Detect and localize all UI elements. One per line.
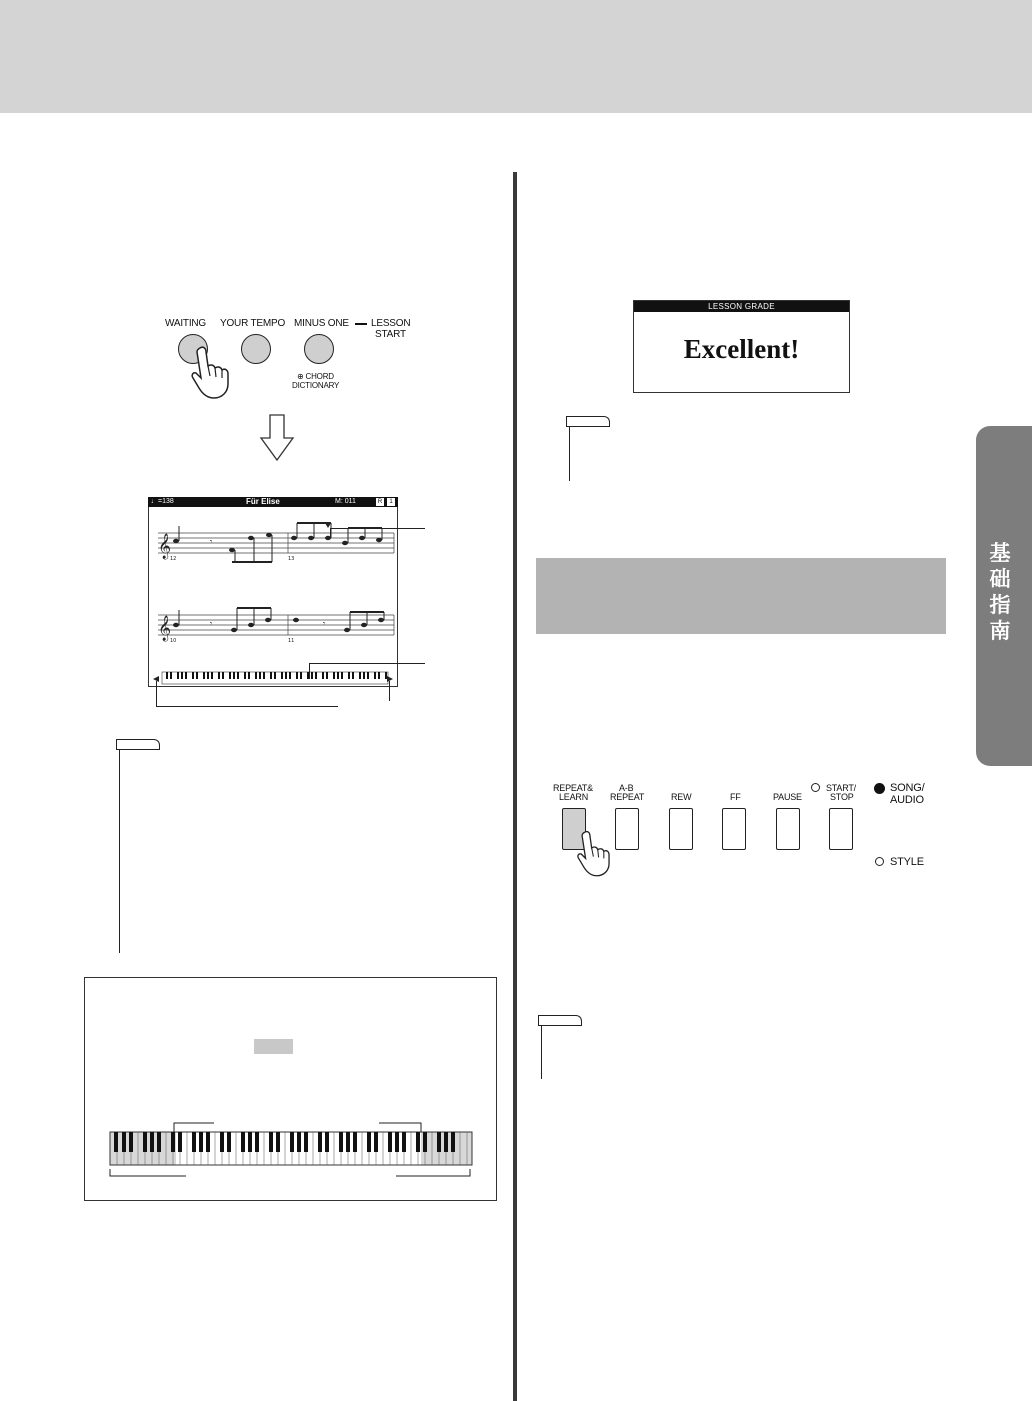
svg-text:11: 11 [288,638,295,644]
note-tab-right-2-base [538,1025,582,1026]
score-title: Für Elise [246,497,280,506]
svg-text:𝄾: 𝄾 [210,619,213,628]
callout-line-3-left [156,681,157,706]
score-notation [148,508,398,686]
dictionary-label: DICTIONARY [292,381,340,390]
rew-button[interactable] [669,808,693,850]
minus-one-button[interactable] [304,334,334,364]
repeat-learn-label-1: REPEAT& [553,783,593,793]
hand-pointer-icon-2 [576,826,616,882]
score-measure: M: 011 [335,498,356,505]
lesson-grade-text: Excellent! [683,334,800,364]
down-arrow-icon [259,414,295,462]
callout-line-4 [389,681,390,701]
ab-repeat-button[interactable] [615,808,639,850]
svg-text:10: 10 [170,638,177,644]
note-line-right-2 [541,1025,542,1079]
style-label: STYLE [890,856,924,868]
ab-repeat-label-2: REPEAT [610,792,645,802]
lesson-label: LESSON [371,318,411,329]
note-tab-left-base [116,749,160,750]
score-tempo: ♩=138 [151,498,174,505]
song-audio-led [874,783,885,794]
svg-text:𝄾: 𝄾 [210,537,213,546]
callout-line-1 [330,528,425,529]
note-line-right-1 [569,426,570,481]
lesson-start-label: START [375,329,406,340]
song-audio-label-1: SONG/ [890,782,925,794]
ff-label: FF [730,792,741,802]
style-led [875,857,884,866]
callout-line-1-drop [330,528,331,538]
ff-button[interactable] [722,808,746,850]
section-heading-band [536,558,946,634]
start-stop-button[interactable] [829,808,853,850]
note-line-left [119,749,120,953]
minus-one-label: MINUS ONE [294,318,349,329]
full-keyboard [108,1119,474,1179]
rew-label: REW [671,792,692,802]
callout-line-2-drop [309,663,310,679]
svg-text:𝄞: 𝄞 [158,534,172,559]
start-stop-label-1: START/ [826,783,856,793]
highlight-chip [254,1039,293,1054]
svg-text:13: 13 [288,556,295,562]
callout-line-2 [309,663,425,664]
chord-label: ⊕ CHORD [297,372,334,381]
svg-text:12: 12 [170,556,177,562]
side-tab-label: 基 础 指 南 [989,541,1011,643]
callout-line-3 [156,706,338,707]
your-tempo-button[interactable] [241,334,271,364]
svg-text:𝄞: 𝄞 [158,616,172,641]
score-one-icon: 1 [387,498,395,506]
lesson-grade-display [633,300,850,393]
your-tempo-label: YOUR TEMPO [220,318,286,329]
hand-pointer-icon [190,346,236,400]
column-divider [513,172,517,1401]
score-r-icon: R [377,499,383,505]
pause-button[interactable] [776,808,800,850]
start-stop-led [811,783,820,792]
score-mini-keyboard [150,670,396,686]
pause-label: PAUSE [773,792,802,802]
lesson-dash [355,323,367,325]
start-stop-label-2: STOP [830,792,854,802]
repeat-learn-label-2: LEARN [559,792,589,802]
note-tab-right-1-base [566,426,610,427]
ab-repeat-label-1: A-B [619,783,634,793]
header-band [0,0,1032,113]
waiting-label: WAITING [165,318,207,329]
lesson-grade-header: LESSON GRADE [634,301,849,312]
song-audio-label-2: AUDIO [890,794,924,806]
svg-text:𝄾: 𝄾 [323,619,326,628]
